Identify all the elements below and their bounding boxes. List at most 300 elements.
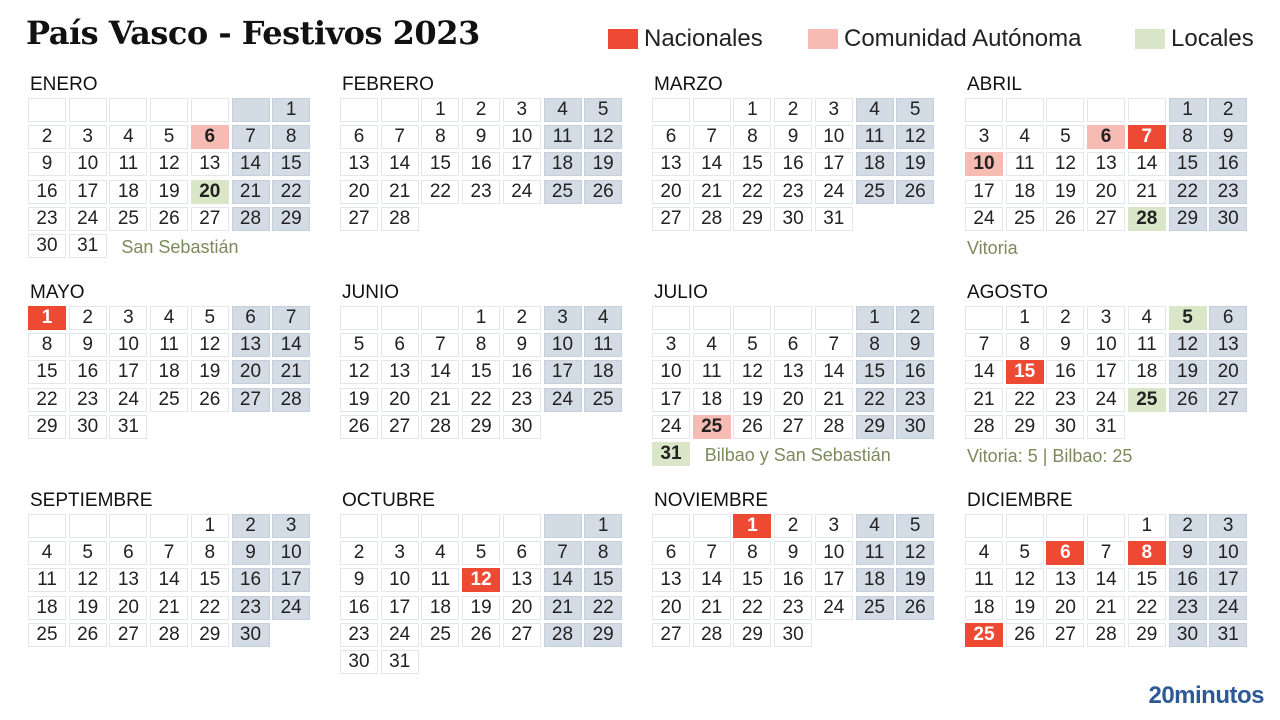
day-cell: 4	[856, 514, 894, 538]
day-cell: 5	[69, 541, 107, 565]
month-name: DICIEMBRE	[967, 490, 1073, 511]
day-cell: 1	[272, 98, 310, 122]
empty-cell	[652, 514, 690, 538]
day-cell: 24	[544, 388, 582, 412]
day-cell: 31	[109, 415, 147, 439]
day-cell: 5	[1169, 306, 1207, 330]
month-junio	[340, 282, 630, 482]
day-cell: 2	[896, 306, 934, 330]
empty-cell	[421, 306, 459, 330]
day-cell: 17	[652, 388, 690, 412]
day-cell: 10	[109, 333, 147, 357]
day-cell: 5	[896, 98, 934, 122]
day-cell: 14	[693, 568, 731, 592]
day-cell: 18	[1006, 180, 1044, 204]
day-cell: 26	[896, 596, 934, 620]
day-cell: 3	[381, 541, 419, 565]
day-cell: 25	[150, 388, 188, 412]
day-cell: 12	[69, 568, 107, 592]
day-cell: 11	[544, 125, 582, 149]
day-cell: 20	[381, 388, 419, 412]
day-cell: 30	[1209, 207, 1247, 231]
day-cell: 29	[1128, 623, 1166, 647]
day-cell: 27	[1087, 207, 1125, 231]
day-cell: 29	[733, 623, 771, 647]
day-cell: 19	[150, 180, 188, 204]
day-cell: 26	[1046, 207, 1084, 231]
legend	[0, 24, 1280, 54]
day-cell: 2	[28, 125, 66, 149]
day-cell: 7	[381, 125, 419, 149]
day-cell: 29	[28, 415, 66, 439]
day-cell: 13	[652, 152, 690, 176]
day-cell: 12	[191, 333, 229, 357]
local-holiday-note: Vitoria: 5 | Bilbao: 25	[967, 446, 1133, 466]
day-cell: 11	[856, 125, 894, 149]
day-cell: 15	[733, 568, 771, 592]
day-cell: 22	[1006, 388, 1044, 412]
local-holiday-note: San Sebastián	[121, 237, 239, 257]
day-cell: 27	[774, 415, 812, 439]
day-cell: 3	[815, 98, 853, 122]
day-cell: 27	[191, 207, 229, 231]
month-agosto	[965, 282, 1255, 482]
day-cell: 1	[462, 306, 500, 330]
day-cell: 31	[381, 650, 419, 674]
day-cell: 2	[774, 98, 812, 122]
day-cell: 21	[272, 360, 310, 384]
day-cell: 30	[232, 623, 270, 647]
day-cell: 23	[896, 388, 934, 412]
empty-cell	[69, 514, 107, 538]
day-cell: 30	[774, 623, 812, 647]
day-cell: 25	[856, 180, 894, 204]
day-cell: 22	[1128, 596, 1166, 620]
empty-cell	[815, 306, 853, 330]
empty-cell	[381, 98, 419, 122]
day-cell: 22	[421, 180, 459, 204]
day-cell: 17	[1209, 568, 1247, 592]
day-cell: 29	[733, 207, 771, 231]
empty-cell	[965, 98, 1003, 122]
day-cell: 2	[1046, 306, 1084, 330]
local-holiday-note: Vitoria	[967, 238, 1018, 258]
empty-cell	[340, 306, 378, 330]
day-cell: 18	[421, 596, 459, 620]
day-cell: 11	[965, 568, 1003, 592]
day-cell: 7	[272, 306, 310, 330]
day-cell: 12	[1169, 333, 1207, 357]
day-cell: 18	[109, 180, 147, 204]
day-cell: 14	[272, 333, 310, 357]
legend-item-locales	[1135, 24, 1254, 54]
day-cell: 4	[28, 541, 66, 565]
month-name: OCTUBRE	[342, 490, 435, 511]
month-name: ENERO	[30, 74, 98, 95]
day-cell: 18	[965, 596, 1003, 620]
day-cell: 21	[1128, 180, 1166, 204]
empty-cell	[69, 98, 107, 122]
day-cell: 20	[1087, 180, 1125, 204]
day-cell: 21	[544, 596, 582, 620]
empty-cell	[381, 514, 419, 538]
day-cell: 30	[503, 415, 541, 439]
month-marzo	[652, 74, 942, 274]
day-cell: 6	[503, 541, 541, 565]
day-cell: 5	[462, 541, 500, 565]
day-cell: 17	[109, 360, 147, 384]
day-cell: 17	[503, 152, 541, 176]
day-cell: 2	[340, 541, 378, 565]
month-octubre	[340, 490, 630, 690]
day-cell: 20	[340, 180, 378, 204]
empty-cell	[1046, 98, 1084, 122]
day-cell: 2	[774, 514, 812, 538]
day-cell: 15	[1006, 360, 1044, 384]
day-cell: 17	[815, 568, 853, 592]
day-cell: 2	[69, 306, 107, 330]
day-cell: 3	[815, 514, 853, 538]
day-cell: 16	[232, 568, 270, 592]
empty-cell	[1046, 514, 1084, 538]
day-cell: 14	[965, 360, 1003, 384]
day-cell: 29	[272, 207, 310, 231]
day-cell: 3	[1087, 306, 1125, 330]
day-cell: 24	[965, 207, 1003, 231]
day-cell: 6	[381, 333, 419, 357]
empty-cell	[232, 98, 270, 122]
day-cell: 19	[69, 596, 107, 620]
day-cell: 9	[1169, 541, 1207, 565]
day-cell: 7	[815, 333, 853, 357]
day-cell: 30	[340, 650, 378, 674]
day-cell: 24	[652, 415, 690, 439]
month-name: AGOSTO	[967, 282, 1048, 303]
day-cell: 18	[856, 568, 894, 592]
day-cell: 27	[652, 623, 690, 647]
day-cell: 10	[69, 152, 107, 176]
day-cell: 21	[1087, 596, 1125, 620]
day-cell: 20	[652, 180, 690, 204]
day-cell: 28	[232, 207, 270, 231]
day-cell: 6	[191, 125, 229, 149]
page-title: País Vasco - Festivos 2023	[26, 14, 480, 52]
day-cell: 23	[1169, 596, 1207, 620]
day-cell: 26	[1169, 388, 1207, 412]
day-cell: 11	[109, 152, 147, 176]
day-cell: 6	[232, 306, 270, 330]
day-cell: 26	[462, 623, 500, 647]
day-cell: 28	[815, 415, 853, 439]
day-cell: 26	[1006, 623, 1044, 647]
day-cell: 30	[69, 415, 107, 439]
day-cell: 1	[1128, 514, 1166, 538]
day-cell: 9	[503, 333, 541, 357]
day-cell: 30	[896, 415, 934, 439]
legend-label-nacionales: Nacionales	[644, 25, 763, 52]
day-cell: 21	[693, 180, 731, 204]
day-cell: 15	[421, 152, 459, 176]
day-cell: 13	[652, 568, 690, 592]
day-cell: 25	[109, 207, 147, 231]
month-name: JUNIO	[342, 282, 399, 303]
day-cell: 30	[28, 234, 66, 258]
empty-cell	[733, 306, 771, 330]
month-diciembre	[965, 490, 1255, 690]
day-cell: 22	[733, 596, 771, 620]
day-cell: 11	[150, 333, 188, 357]
day-cell: 26	[733, 415, 771, 439]
day-cell: 25	[693, 415, 731, 439]
legend-swatch-comunidad	[808, 29, 838, 49]
day-cell: 28	[150, 623, 188, 647]
day-cell: 25	[544, 180, 582, 204]
day-cell: 14	[381, 152, 419, 176]
day-cell: 6	[652, 541, 690, 565]
day-cell: 23	[774, 180, 812, 204]
day-cell: 9	[1209, 125, 1247, 149]
day-cell: 9	[774, 541, 812, 565]
month-name: MAYO	[30, 282, 85, 303]
day-cell: 22	[462, 388, 500, 412]
day-cell: 29	[584, 623, 622, 647]
day-cell: 10	[815, 125, 853, 149]
empty-cell	[1006, 98, 1044, 122]
month-mayo	[28, 282, 318, 482]
day-cell: 24	[69, 207, 107, 231]
day-cell: 4	[693, 333, 731, 357]
day-cell: 11	[421, 568, 459, 592]
month-julio	[652, 282, 942, 482]
day-cell: 9	[232, 541, 270, 565]
day-cell: 19	[1046, 180, 1084, 204]
day-cell: 10	[1209, 541, 1247, 565]
day-cell: 5	[340, 333, 378, 357]
day-cell: 5	[1046, 125, 1084, 149]
empty-cell	[150, 514, 188, 538]
day-cell: 7	[544, 541, 582, 565]
day-cell: 17	[544, 360, 582, 384]
day-cell: 23	[340, 623, 378, 647]
day-cell: 16	[462, 152, 500, 176]
day-cell: 13	[381, 360, 419, 384]
day-cell: 31	[1087, 415, 1125, 439]
empty-cell	[1006, 514, 1044, 538]
day-cell: 24	[815, 180, 853, 204]
day-cell: 7	[1128, 125, 1166, 149]
month-abril	[965, 74, 1255, 274]
month-name: MARZO	[654, 74, 723, 95]
day-cell: 18	[584, 360, 622, 384]
day-cell: 18	[544, 152, 582, 176]
day-cell: 28	[272, 388, 310, 412]
day-cell: 12	[150, 152, 188, 176]
empty-cell	[774, 306, 812, 330]
day-cell: 4	[544, 98, 582, 122]
day-cell: 12	[733, 360, 771, 384]
day-cell: 15	[462, 360, 500, 384]
day-cell: 11	[1006, 152, 1044, 176]
day-cell: 31	[652, 442, 690, 466]
day-cell: 26	[584, 180, 622, 204]
empty-cell	[1128, 98, 1166, 122]
legend-item-nacionales	[608, 24, 763, 54]
day-cell: 14	[544, 568, 582, 592]
day-cell: 22	[733, 180, 771, 204]
day-cell: 30	[1046, 415, 1084, 439]
day-cell: 2	[462, 98, 500, 122]
day-cell: 14	[1087, 568, 1125, 592]
day-cell: 27	[109, 623, 147, 647]
day-cell: 13	[503, 568, 541, 592]
day-cell: 26	[340, 415, 378, 439]
day-cell: 16	[503, 360, 541, 384]
day-cell: 3	[652, 333, 690, 357]
day-cell: 1	[1006, 306, 1044, 330]
day-cell: 8	[272, 125, 310, 149]
day-cell: 2	[232, 514, 270, 538]
day-cell: 9	[340, 568, 378, 592]
day-cell: 31	[815, 207, 853, 231]
day-cell: 7	[965, 333, 1003, 357]
day-cell: 27	[1209, 388, 1247, 412]
day-cell: 1	[421, 98, 459, 122]
empty-cell	[652, 98, 690, 122]
day-cell: 3	[1209, 514, 1247, 538]
day-cell: 20	[503, 596, 541, 620]
day-cell: 25	[421, 623, 459, 647]
day-cell: 1	[733, 514, 771, 538]
day-cell: 5	[1006, 541, 1044, 565]
day-cell: 27	[232, 388, 270, 412]
day-cell: 12	[896, 125, 934, 149]
day-cell: 21	[965, 388, 1003, 412]
day-cell: 13	[191, 152, 229, 176]
day-cell: 30	[1169, 623, 1207, 647]
day-cell: 15	[856, 360, 894, 384]
day-cell: 4	[856, 98, 894, 122]
day-cell: 18	[693, 388, 731, 412]
day-cell: 7	[693, 541, 731, 565]
day-cell: 4	[421, 541, 459, 565]
day-cell: 23	[1046, 388, 1084, 412]
day-cell: 29	[1006, 415, 1044, 439]
day-cell: 7	[1087, 541, 1125, 565]
day-cell: 9	[896, 333, 934, 357]
day-cell: 24	[272, 596, 310, 620]
day-cell: 14	[693, 152, 731, 176]
empty-cell	[421, 514, 459, 538]
day-cell: 21	[693, 596, 731, 620]
empty-cell	[191, 98, 229, 122]
day-cell: 22	[272, 180, 310, 204]
day-cell: 19	[340, 388, 378, 412]
day-cell: 19	[191, 360, 229, 384]
day-cell: 23	[69, 388, 107, 412]
day-cell: 9	[462, 125, 500, 149]
day-cell: 22	[191, 596, 229, 620]
day-cell: 1	[856, 306, 894, 330]
day-cell: 28	[693, 623, 731, 647]
day-cell: 2	[503, 306, 541, 330]
day-cell: 9	[69, 333, 107, 357]
day-cell: 17	[965, 180, 1003, 204]
month-name: SEPTIEMBRE	[30, 490, 153, 511]
month-enero	[28, 74, 318, 274]
day-cell: 9	[28, 152, 66, 176]
day-cell: 9	[774, 125, 812, 149]
day-cell: 19	[1169, 360, 1207, 384]
day-cell: 10	[1087, 333, 1125, 357]
day-cell: 4	[584, 306, 622, 330]
legend-swatch-locales	[1135, 29, 1165, 49]
day-cell: 12	[462, 568, 500, 592]
day-cell: 27	[503, 623, 541, 647]
legend-swatch-nacionales	[608, 29, 638, 49]
day-cell: 5	[191, 306, 229, 330]
day-cell: 25	[856, 596, 894, 620]
day-cell: 14	[815, 360, 853, 384]
day-cell: 7	[693, 125, 731, 149]
day-cell: 26	[150, 207, 188, 231]
day-cell: 6	[1087, 125, 1125, 149]
day-cell: 19	[584, 152, 622, 176]
day-cell: 25	[584, 388, 622, 412]
day-cell: 18	[150, 360, 188, 384]
day-cell: 10	[815, 541, 853, 565]
day-cell: 8	[1128, 541, 1166, 565]
day-cell: 23	[1209, 180, 1247, 204]
day-cell: 1	[584, 514, 622, 538]
day-cell: 21	[815, 388, 853, 412]
day-cell: 16	[774, 152, 812, 176]
day-cell: 28	[965, 415, 1003, 439]
day-cell: 29	[1169, 207, 1207, 231]
day-cell: 6	[340, 125, 378, 149]
day-cell: 29	[856, 415, 894, 439]
day-cell: 4	[150, 306, 188, 330]
day-cell: 3	[503, 98, 541, 122]
day-cell: 24	[1209, 596, 1247, 620]
day-cell: 24	[381, 623, 419, 647]
day-cell: 17	[272, 568, 310, 592]
day-cell: 20	[1209, 360, 1247, 384]
day-cell: 6	[109, 541, 147, 565]
day-cell: 3	[69, 125, 107, 149]
day-cell: 13	[1087, 152, 1125, 176]
day-cell: 8	[462, 333, 500, 357]
day-cell: 16	[69, 360, 107, 384]
day-cell: 20	[774, 388, 812, 412]
empty-cell	[462, 514, 500, 538]
day-cell: 27	[652, 207, 690, 231]
day-cell: 19	[1006, 596, 1044, 620]
day-cell: 5	[150, 125, 188, 149]
day-cell: 3	[109, 306, 147, 330]
month-name: NOVIEMBRE	[654, 490, 769, 511]
legend-label-locales: Locales	[1171, 25, 1254, 52]
day-cell: 11	[693, 360, 731, 384]
day-cell: 15	[272, 152, 310, 176]
day-cell: 28	[693, 207, 731, 231]
day-cell: 24	[815, 596, 853, 620]
day-cell: 13	[1046, 568, 1084, 592]
day-cell: 21	[381, 180, 419, 204]
empty-cell	[109, 98, 147, 122]
day-cell: 21	[421, 388, 459, 412]
day-cell: 12	[340, 360, 378, 384]
day-cell: 28	[1128, 207, 1166, 231]
